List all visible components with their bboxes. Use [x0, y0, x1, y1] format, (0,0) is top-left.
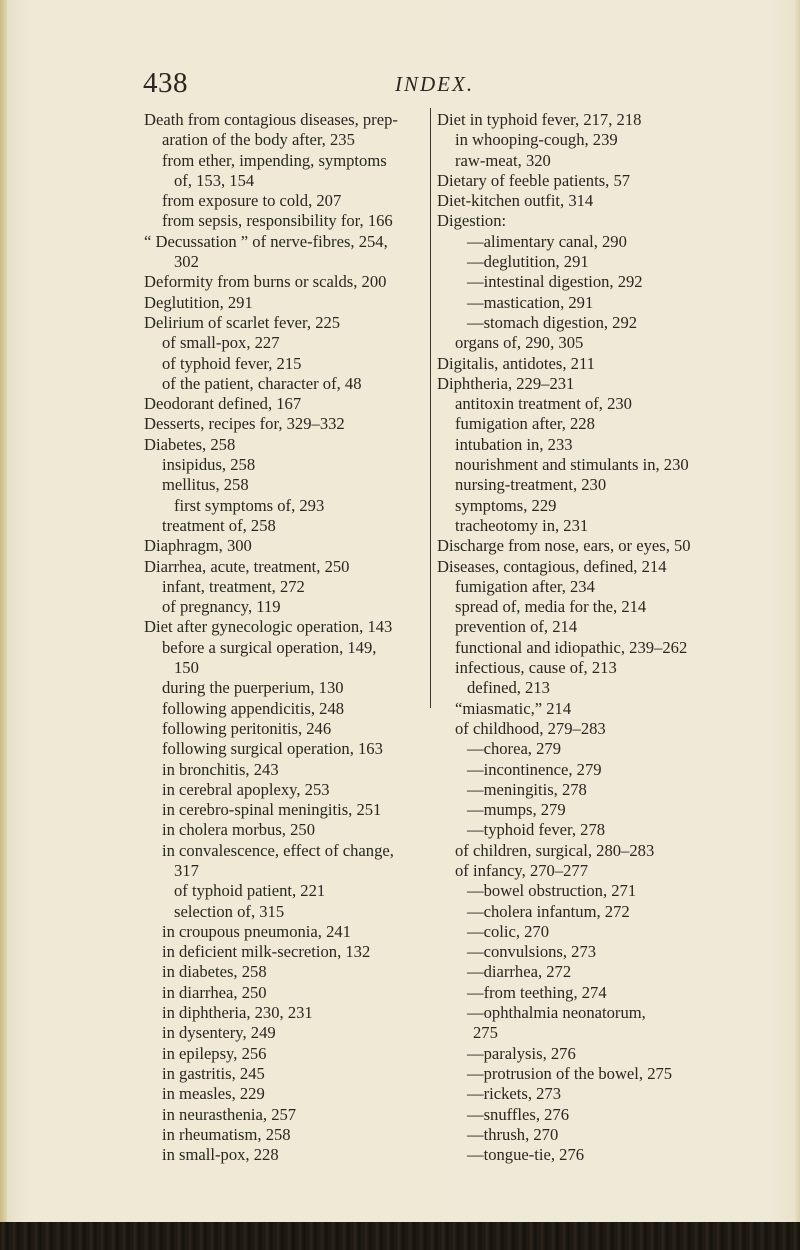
index-entry: —diarrhea, 272	[467, 962, 572, 982]
index-entry: of children, surgical, 280–283	[455, 840, 655, 860]
index-entry: Deodorant defined, 167	[144, 394, 302, 414]
index-entry: fumigation after, 228	[455, 414, 595, 434]
index-entry: —convulsions, 273	[467, 942, 597, 962]
index-entry: —tongue-tie, 276	[467, 1145, 585, 1165]
index-entry: during the puerperium, 130	[162, 678, 344, 698]
index-entry: functional and idiopathic, 239–262	[455, 637, 688, 657]
index-entry: Dietary of feeble patients, 57	[437, 170, 631, 190]
index-entry: —rickets, 273	[467, 1084, 562, 1104]
index-entry: spread of, media for the, 214	[455, 597, 647, 617]
index-entry: —chorea, 279	[467, 739, 561, 759]
page-binding-edge	[0, 0, 7, 1250]
index-entry: Diet-kitchen outfit, 314	[437, 191, 594, 211]
index-entry: 317	[174, 860, 199, 880]
index-entry: “ Decussation ” of nerve-fibres, 254,	[144, 231, 388, 251]
index-entry: —paralysis, 276	[467, 1043, 576, 1063]
index-entry: Diarrhea, acute, treatment, 250	[144, 556, 350, 576]
index-entry: 275	[473, 1023, 498, 1043]
index-entry: infant, treatment, 272	[162, 576, 305, 596]
index-entry: infectious, cause of, 213	[455, 658, 617, 678]
index-entry: Deformity from burns or scalds, 200	[144, 272, 387, 292]
index-entry: in epilepsy, 256	[162, 1043, 267, 1063]
index-entry: Diet in typhoid fever, 217, 218	[437, 110, 642, 129]
page-number: 438	[143, 67, 188, 99]
index-entry: Digitalis, antidotes, 211	[437, 353, 595, 373]
index-entry: —thrush, 270	[467, 1124, 559, 1144]
index-entry: —protrusion of the bowel, 275	[467, 1063, 673, 1083]
index-entry: from exposure to cold, 207	[162, 191, 342, 211]
index-entry: of, 153, 154	[174, 170, 255, 190]
index-entry: Diseases, contagious, defined, 214	[437, 556, 667, 576]
index-entry: —incontinence, 279	[467, 759, 602, 779]
index-entry: organs of, 290, 305	[455, 333, 584, 353]
index-entry: treatment of, 258	[162, 515, 276, 535]
index-entry: following peritonitis, 246	[162, 718, 332, 738]
index-entry: defined, 213	[467, 678, 550, 698]
index-entry: aration of the body after, 235	[162, 130, 355, 150]
index-entry: —alimentary canal, 290	[467, 231, 627, 251]
index-entry: “miasmatic,” 214	[455, 698, 572, 718]
index-entry: Discharge from nose, ears, or eyes, 50	[437, 536, 691, 556]
index-entry: of pregnancy, 119	[162, 597, 281, 617]
index-entry: —from teething, 274	[467, 982, 607, 1002]
index-entry: in croupous pneumonia, 241	[162, 921, 351, 941]
index-entry: —intestinal digestion, 292	[467, 272, 643, 292]
page-outer-edge	[794, 0, 800, 1250]
index-entry: —mastication, 291	[467, 292, 594, 312]
index-entry: nourishment and stimulants in, 230	[455, 455, 689, 475]
index-entry: —meningitis, 278	[467, 779, 587, 799]
index-entry: in measles, 229	[162, 1084, 265, 1104]
running-head: INDEX.	[395, 72, 475, 96]
index-entry: intubation in, 233	[455, 434, 573, 454]
index-entry: in diabetes, 258	[162, 962, 267, 982]
index-entry: —snuffles, 276	[467, 1104, 570, 1124]
index-entry: in dysentery, 249	[162, 1023, 276, 1043]
index-entry: —stomach digestion, 292	[467, 312, 638, 332]
index-entry: —colic, 270	[467, 921, 550, 941]
index-entry: raw-meat, 320	[455, 150, 551, 170]
index-entry: in cerebro-spinal meningitis, 251	[162, 800, 382, 820]
index-column-right	[437, 110, 777, 1165]
index-entry: of infancy, 270–277	[455, 860, 589, 880]
index-entry: —bowel obstruction, 271	[467, 881, 637, 901]
index-entry: Diabetes, 258	[144, 434, 236, 454]
index-entry: Digestion:	[437, 211, 507, 231]
index-entry: of small-pox, 227	[162, 333, 280, 353]
index-entry: first symptoms of, 293	[174, 495, 325, 515]
index-entry: Delirium of scarlet fever, 225	[144, 312, 341, 332]
index-entry: —ophthalmia neonatorum,	[467, 1003, 646, 1023]
index-entry: of typhoid fever, 215	[162, 353, 302, 373]
index-entry: in bronchitis, 243	[162, 759, 279, 779]
index-entry: —typhoid fever, 278	[467, 820, 606, 840]
index-entry: following surgical operation, 163	[162, 739, 383, 759]
index-entry: in cholera morbus, 250	[162, 820, 315, 840]
index-entry: Diphtheria, 229–231	[437, 373, 575, 393]
index-entry: insipidus, 258	[162, 455, 256, 475]
index-entry: in cerebral apoplexy, 253	[162, 779, 330, 799]
index-entry: Desserts, recipes for, 329–332	[144, 414, 345, 434]
index-entry: from sepsis, responsibility for, 166	[162, 211, 393, 231]
index-entry: fumigation after, 234	[455, 576, 595, 596]
index-entry: in whooping-cough, 239	[455, 130, 618, 150]
index-entry: in diarrhea, 250	[162, 982, 267, 1002]
index-entry: Deglutition, 291	[144, 292, 253, 312]
index-entry: of childhood, 279–283	[455, 718, 606, 738]
index-entry: in rheumatism, 258	[162, 1124, 291, 1144]
index-entry: from ether, impending, symptoms	[162, 150, 387, 170]
index-entry: tracheotomy in, 231	[455, 515, 589, 535]
index-entry: in deficient milk-secretion, 132	[162, 942, 371, 962]
index-entry: Diet after gynecologic operation, 143	[144, 617, 393, 637]
index-entry: following appendicitis, 248	[162, 698, 345, 718]
index-entry: —deglutition, 291	[467, 252, 589, 272]
index-entry: symptoms, 229	[455, 495, 557, 515]
index-entry: antitoxin treatment of, 230	[455, 394, 632, 414]
index-entry: —mumps, 279	[467, 800, 566, 820]
index-column-left	[144, 110, 432, 1165]
index-entry: —cholera infantum, 272	[467, 901, 630, 921]
index-entry: in diphtheria, 230, 231	[162, 1003, 313, 1023]
index-entry: prevention of, 214	[455, 617, 578, 637]
index-entry: selection of, 315	[174, 901, 285, 921]
index-entry: in small-pox, 228	[162, 1145, 279, 1165]
index-entry: 150	[174, 658, 199, 678]
index-entry: Death from contagious diseases, prep-	[144, 110, 398, 129]
index-entry: Diaphragm, 300	[144, 536, 252, 556]
index-entry: in neurasthenia, 257	[162, 1104, 297, 1124]
index-entry: 302	[174, 252, 199, 272]
index-entry: mellitus, 258	[162, 475, 249, 495]
index-entry: in gastritis, 245	[162, 1063, 265, 1083]
index-entry: of typhoid patient, 221	[174, 881, 326, 901]
index-entry: nursing-treatment, 230	[455, 475, 607, 495]
scan-bottom-edge	[0, 1222, 800, 1250]
index-entry: in convalescence, effect of change,	[162, 840, 394, 860]
index-entry: before a surgical operation, 149,	[162, 637, 377, 657]
index-entry: of the patient, character of, 48	[162, 373, 362, 393]
